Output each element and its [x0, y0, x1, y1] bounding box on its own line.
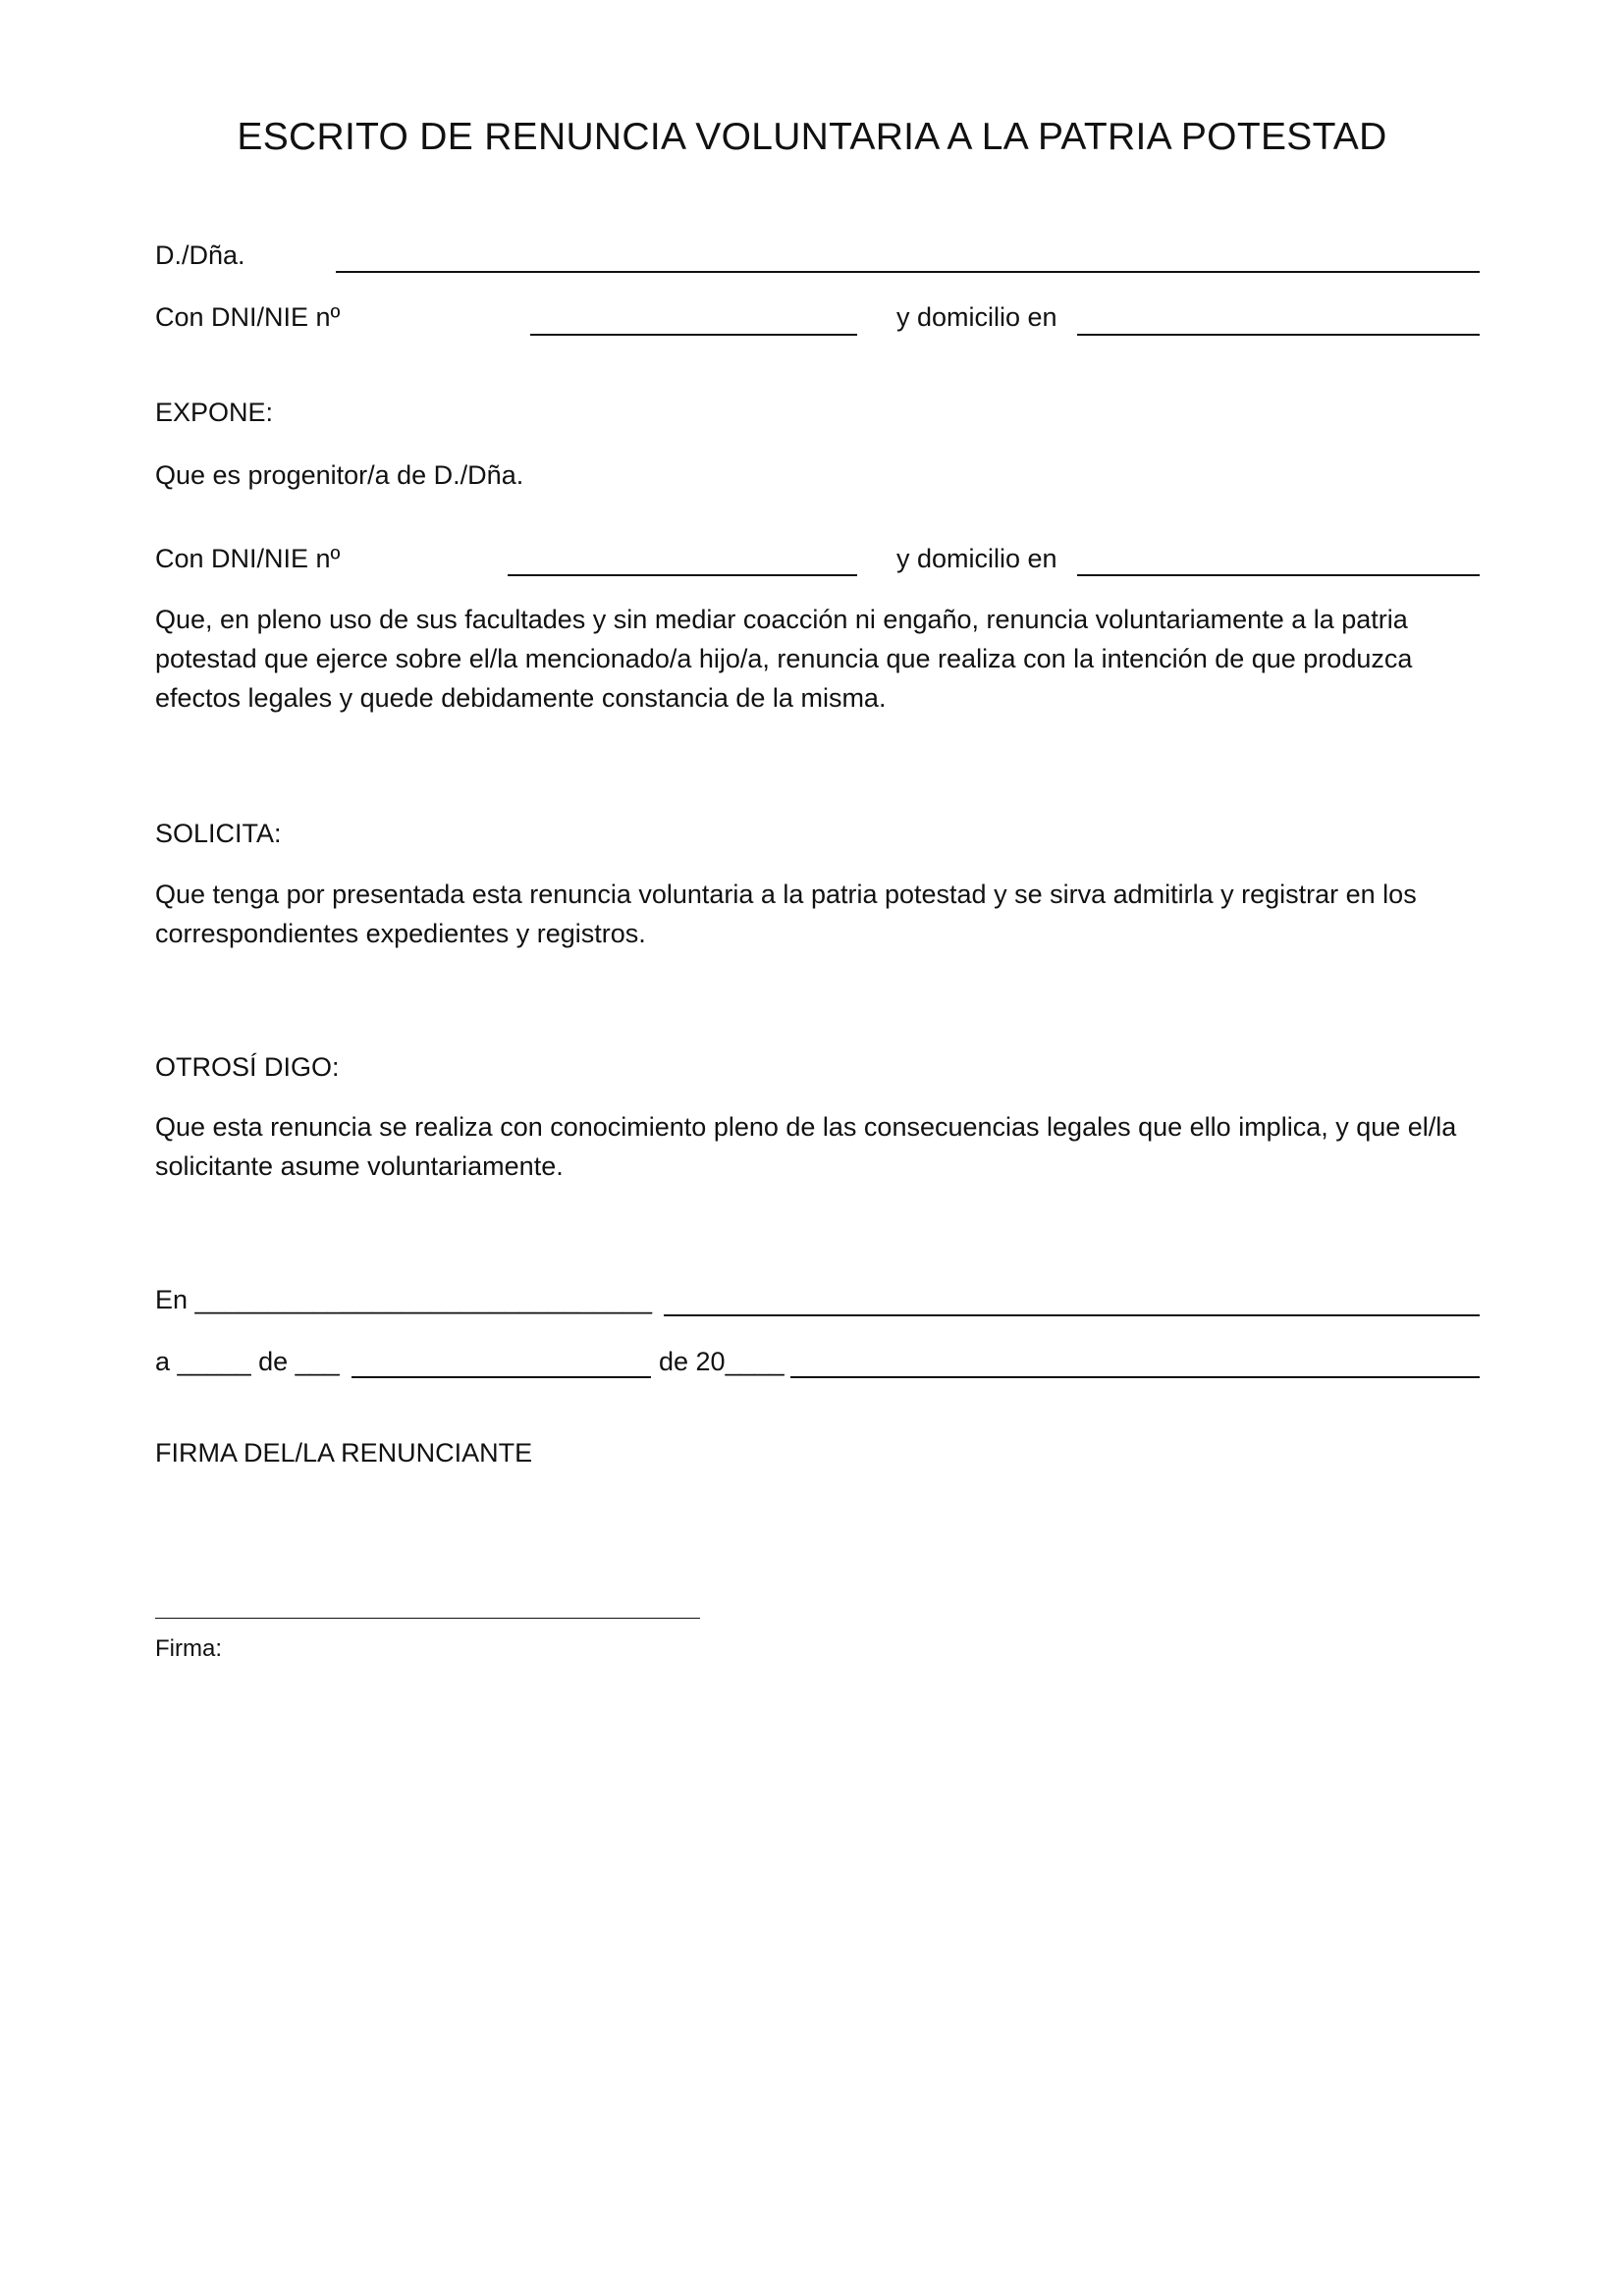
year-line: de 20____ [659, 1347, 785, 1376]
document-title: ESCRITO DE RENUNCIA VOLUNTARIA A LA PATRIA POTESTAD [237, 116, 1387, 158]
child-dni-label: Con DNI/NIE nº [155, 544, 341, 573]
child-domicilio-label: y domicilio en [896, 544, 1057, 573]
signature-heading: FIRMA DEL/LA RENUNCIANTE [155, 1438, 533, 1468]
expone-body: Que, en pleno uso de sus facultades y sin mediar coacción ni engaño, renuncia voluntariamente a la patria potestad que ejerce sobre el/la mencionado/a hijo/a, renuncia que realiza con la intención de que produzca efectos legales y quede debidamente constancia de la misma. [155, 605, 1413, 713]
progenitor-line: Que es progenitor/a de D./Dña. [155, 460, 524, 490]
signature-label: Firma: [155, 1635, 222, 1662]
date-extra-field[interactable] [790, 1376, 1480, 1378]
date-line: a _____ de ___ [155, 1347, 340, 1376]
domicilio-label: y domicilio en [896, 302, 1057, 332]
solicita-heading: SOLICITA: [155, 819, 282, 848]
child-domicilio-field[interactable] [1077, 574, 1480, 576]
child-dni-field[interactable] [508, 574, 857, 576]
place-field[interactable] [664, 1314, 1480, 1316]
name-label: D./Dña. [155, 240, 245, 270]
name-field[interactable] [336, 271, 1480, 273]
month-field[interactable] [352, 1376, 651, 1378]
signature-line[interactable] [155, 1618, 700, 1619]
expone-heading: EXPONE: [155, 398, 274, 427]
dni-label: Con DNI/NIE nº [155, 302, 341, 332]
solicita-body: Que tenga por presentada esta renuncia voluntaria a la patria potestad y se sirva admitirla y registrar en los correspondientes expedientes y registros. [155, 880, 1417, 948]
domicilio-field[interactable] [1077, 334, 1480, 336]
dni-field[interactable] [530, 334, 857, 336]
otrosi-body: Que esta renuncia se realiza con conocimiento pleno de las consecuencias legales que ello implica, y que el/la solicitante asume voluntariamente. [155, 1112, 1457, 1181]
otrosi-heading: OTROSÍ DIGO: [155, 1052, 340, 1082]
place-line: En _______________________________ [155, 1285, 653, 1314]
